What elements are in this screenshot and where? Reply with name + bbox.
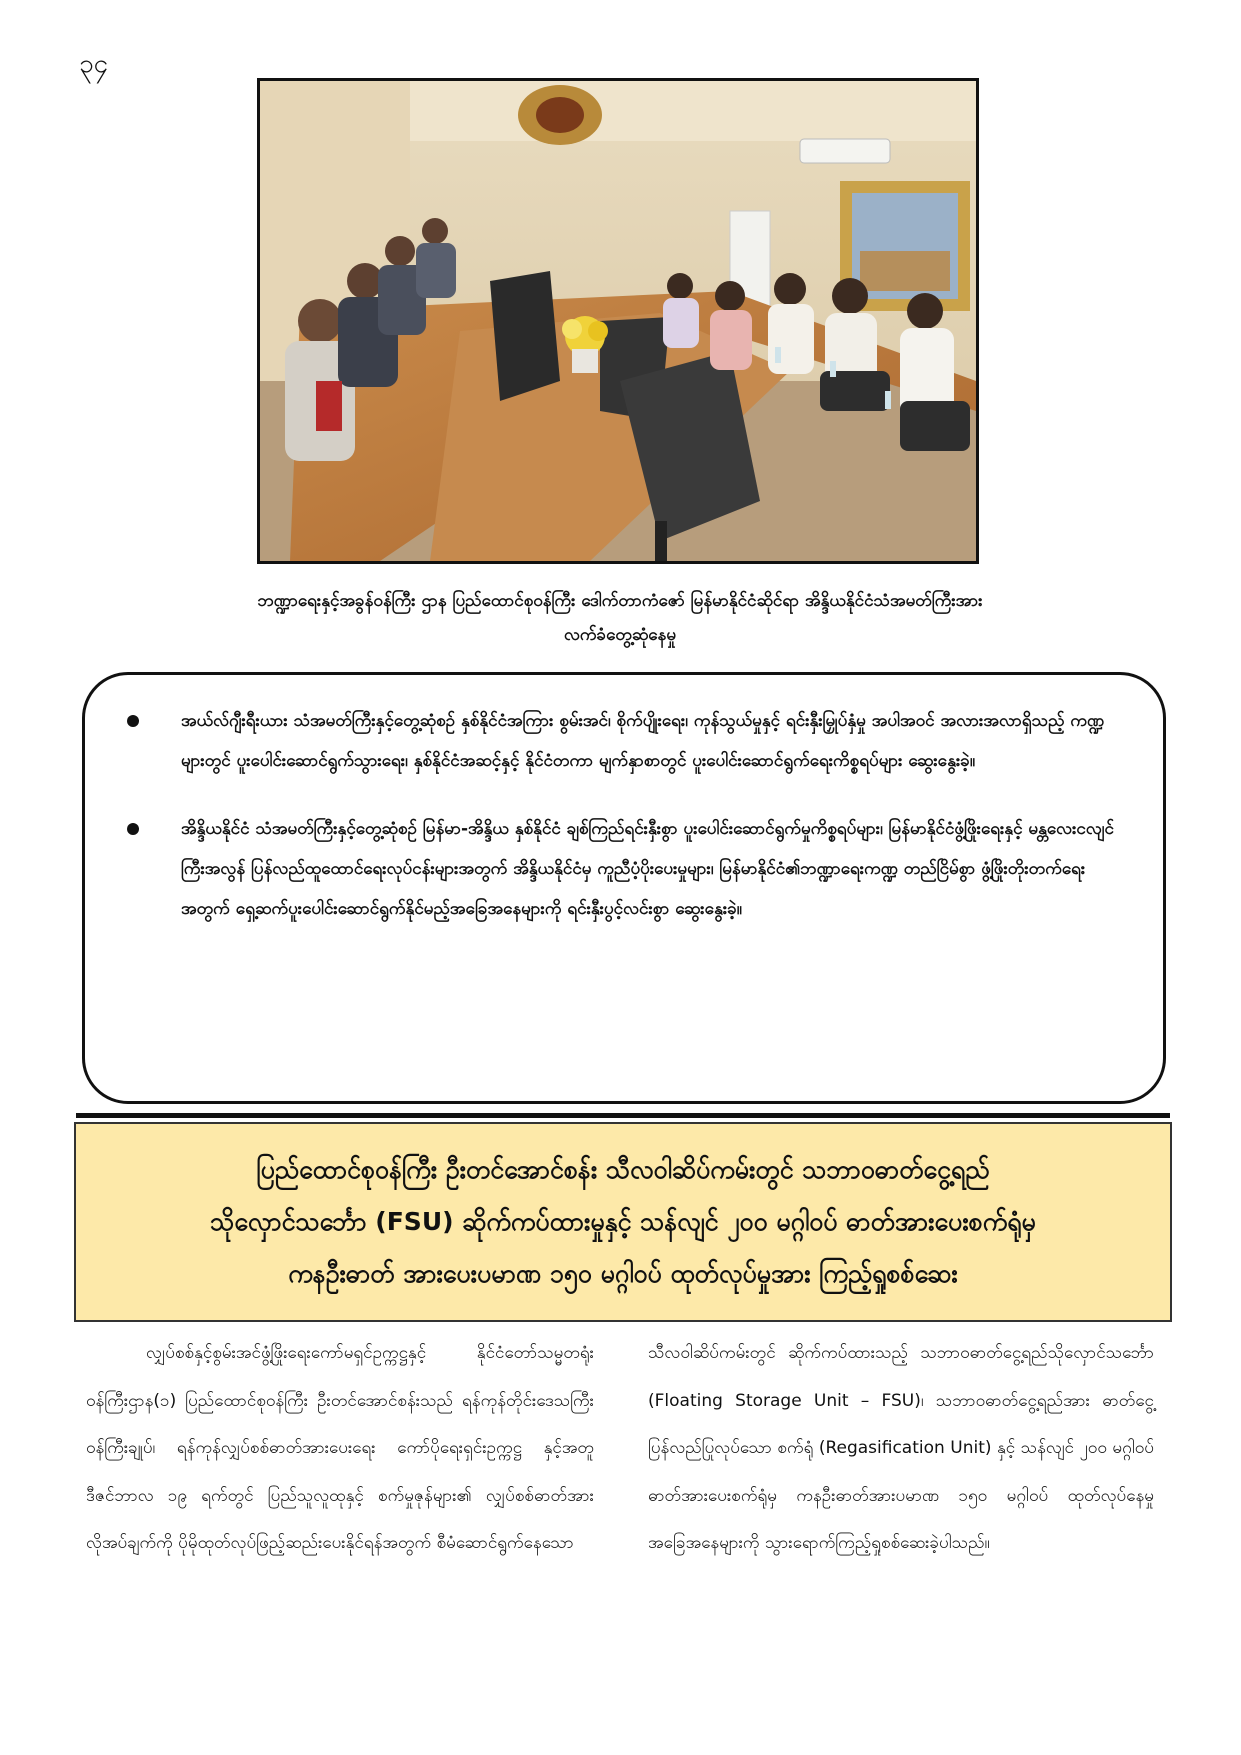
page-number: ၃၄ — [79, 49, 109, 79]
caption-line: ဘဏ္ဍာရေးနှင့်အခွန်ဝန်ကြီး ဌာန ပြည်ထောင်စုဝန်ကြီး ဒေါက်တာကံဇော် မြန်မာနိုင်ငံဆိုင်ရာ အိန္ဒိယနိုင်ငံသံအမတ်ကြီးအား — [257, 591, 983, 611]
article-column-left — [86, 1330, 594, 1568]
headline-box — [74, 1122, 1172, 1322]
article-paragraph: သီလဝါဆိပ်ကမ်းတွင် ဆိုက်ကပ်ထားသည့် သဘာဝဓာတ်ငွေ့ရည်သိုလှောင်သင်္ဘော (Floating Storage Unit – FSU)၊ သဘာဝဓာတ်ငွေ့ရည်အား ဓာတ်ငွေ့ပြန်လည်ပြုလုပ်သော စက်ရုံ (Regasification Unit) နှင့် သန်လျင် ၂၀၀ မဂ္ဂါဝပ်ဓာတ်အားပေးစက်ရုံမှ ကနဦးဓာတ်အားပမာဏ ၁၅၀ မဂ္ဂါဝပ် ထုတ်လုပ်နေမှုအခြေအနေများကို သွားရောက်ကြည့်ရှုစစ်ဆေးခဲ့ပါသည်။ — [648, 1343, 1154, 1553]
photo-caption — [120, 584, 1120, 652]
headline-line: ပြည်ထောင်စုဝန်ကြီး ဦးတင်အောင်စန်း သီလဝါဆိပ်ကမ်းတွင် သဘာဝဓာတ်ငွေ့ရည် — [256, 1155, 990, 1184]
caption-line: လက်ခံတွေ့ဆုံနေမှု — [563, 625, 677, 645]
bullet-icon — [127, 715, 139, 727]
headline-line: သိုလှောင်သင်္ဘော (FSU) ဆိုက်ကပ်ထားမှုနှင့် သန်လျင် ၂၀၀ မဂ္ဂါဝပ် ဓာတ်အားပေးစက်ရုံမှ — [210, 1207, 1036, 1236]
section-divider — [76, 1113, 1170, 1118]
bullet-icon — [127, 823, 139, 835]
summary-item — [125, 809, 1127, 929]
headline-line: ကနဦးဓာတ် အားပေးပမာဏ ၁၅၀ မဂ္ဂါဝပ် ထုတ်လုပ်မှုအား ကြည့်ရှုစစ်ဆေး — [288, 1259, 958, 1288]
article-column-right — [648, 1330, 1154, 1568]
meeting-room-image — [260, 81, 976, 561]
summary-text: အိန္ဒိယနိုင်ငံ သံအမတ်ကြီးနှင့်တွေ့ဆုံစဉ် မြန်မာ-အိန္ဒိယ နှစ်နိုင်ငံ ချစ်ကြည်ရင်းနှီးစွာ ပူးပေါင်းဆောင်ရွက်မှုကိစ္စရပ်များ၊ မြန်မာနိုင်ငံဖွံ့ဖြိုးရေးနှင့် မန္တလေးငလျင်ကြီးအလွန် ပြန်လည်ထူထောင်ရေးလုပ်ငန်းများအတွက် အိန္ဒိယနိုင်ငံမှ ကူညီပံ့ပိုးပေးမှုများ၊ မြန်မာနိုင်ငံ၏ဘဏ္ဍာရေးကဏ္ဍ တည်ငြိမ်စွာ ဖွံ့ဖြိုးတိုးတက်ရေးအတွက် ရှေ့ဆက်ပူးပေါင်းဆောင်ရွက်နိုင်မည့်အခြေအနေများကို ရင်းနှီးပွင့်လင်းစွာ ဆွေးနွေးခဲ့။ — [181, 819, 1114, 919]
summary-item — [125, 701, 1127, 781]
summary-text: အယ်လ်ဂျီးရီးယား သံအမတ်ကြီးနှင့်တွေ့ဆုံစဉ် နှစ်နိုင်ငံအကြား စွမ်းအင်၊ စိုက်ပျိုးရေး၊ ကုန်သွယ်မှုနှင့် ရင်းနှီးမြှုပ်နှံမှု အပါအဝင် အလားအလာရှိသည့် ကဏ္ဍများတွင် ပူးပေါင်းဆောင်ရွက်သွားရေး၊ နှစ်နိုင်ငံအဆင့်နှင့် နိုင်ငံတကာ မျက်နှာစာတွင် ပူးပေါင်းဆောင်ရွက်ရေးကိစ္စရပ်များ ဆွေးနွေးခဲ့။ — [181, 711, 1105, 771]
meeting-photo — [257, 78, 979, 564]
summary-list — [85, 675, 1163, 929]
summary-box — [82, 672, 1166, 1104]
article-paragraph: လျှပ်စစ်နှင့်စွမ်းအင်ဖွံ့ဖြိုးရေးကော်မရှင်ဥက္ကဋ္ဌနှင့် နိုင်ငံတော်သမ္မတရုံးဝန်ကြီးဌာန(၁) ပြည်ထောင်စုဝန်ကြီး ဦးတင်အောင်စန်းသည် ရန်ကုန်တိုင်းဒေသကြီး ဝန်ကြီးချုပ်၊ ရန်ကုန်လျှပ်စစ်ဓာတ်အားပေးရေး ကော်ပိုရေးရှင်းဥက္ကဋ္ဌ နှင့်အတူ ဒီဇင်ဘာလ ၁၉ ရက်တွင် ပြည်သူလူထုနှင့် စက်မှုဇုန်များ၏ လျှပ်စစ်ဓာတ်အားလိုအပ်ချက်ကို ပိုမိုထုတ်လုပ်ဖြည့်ဆည်းပေးနိုင်ရန်အတွက် စီမံဆောင်ရွက်နေသော — [86, 1343, 594, 1553]
